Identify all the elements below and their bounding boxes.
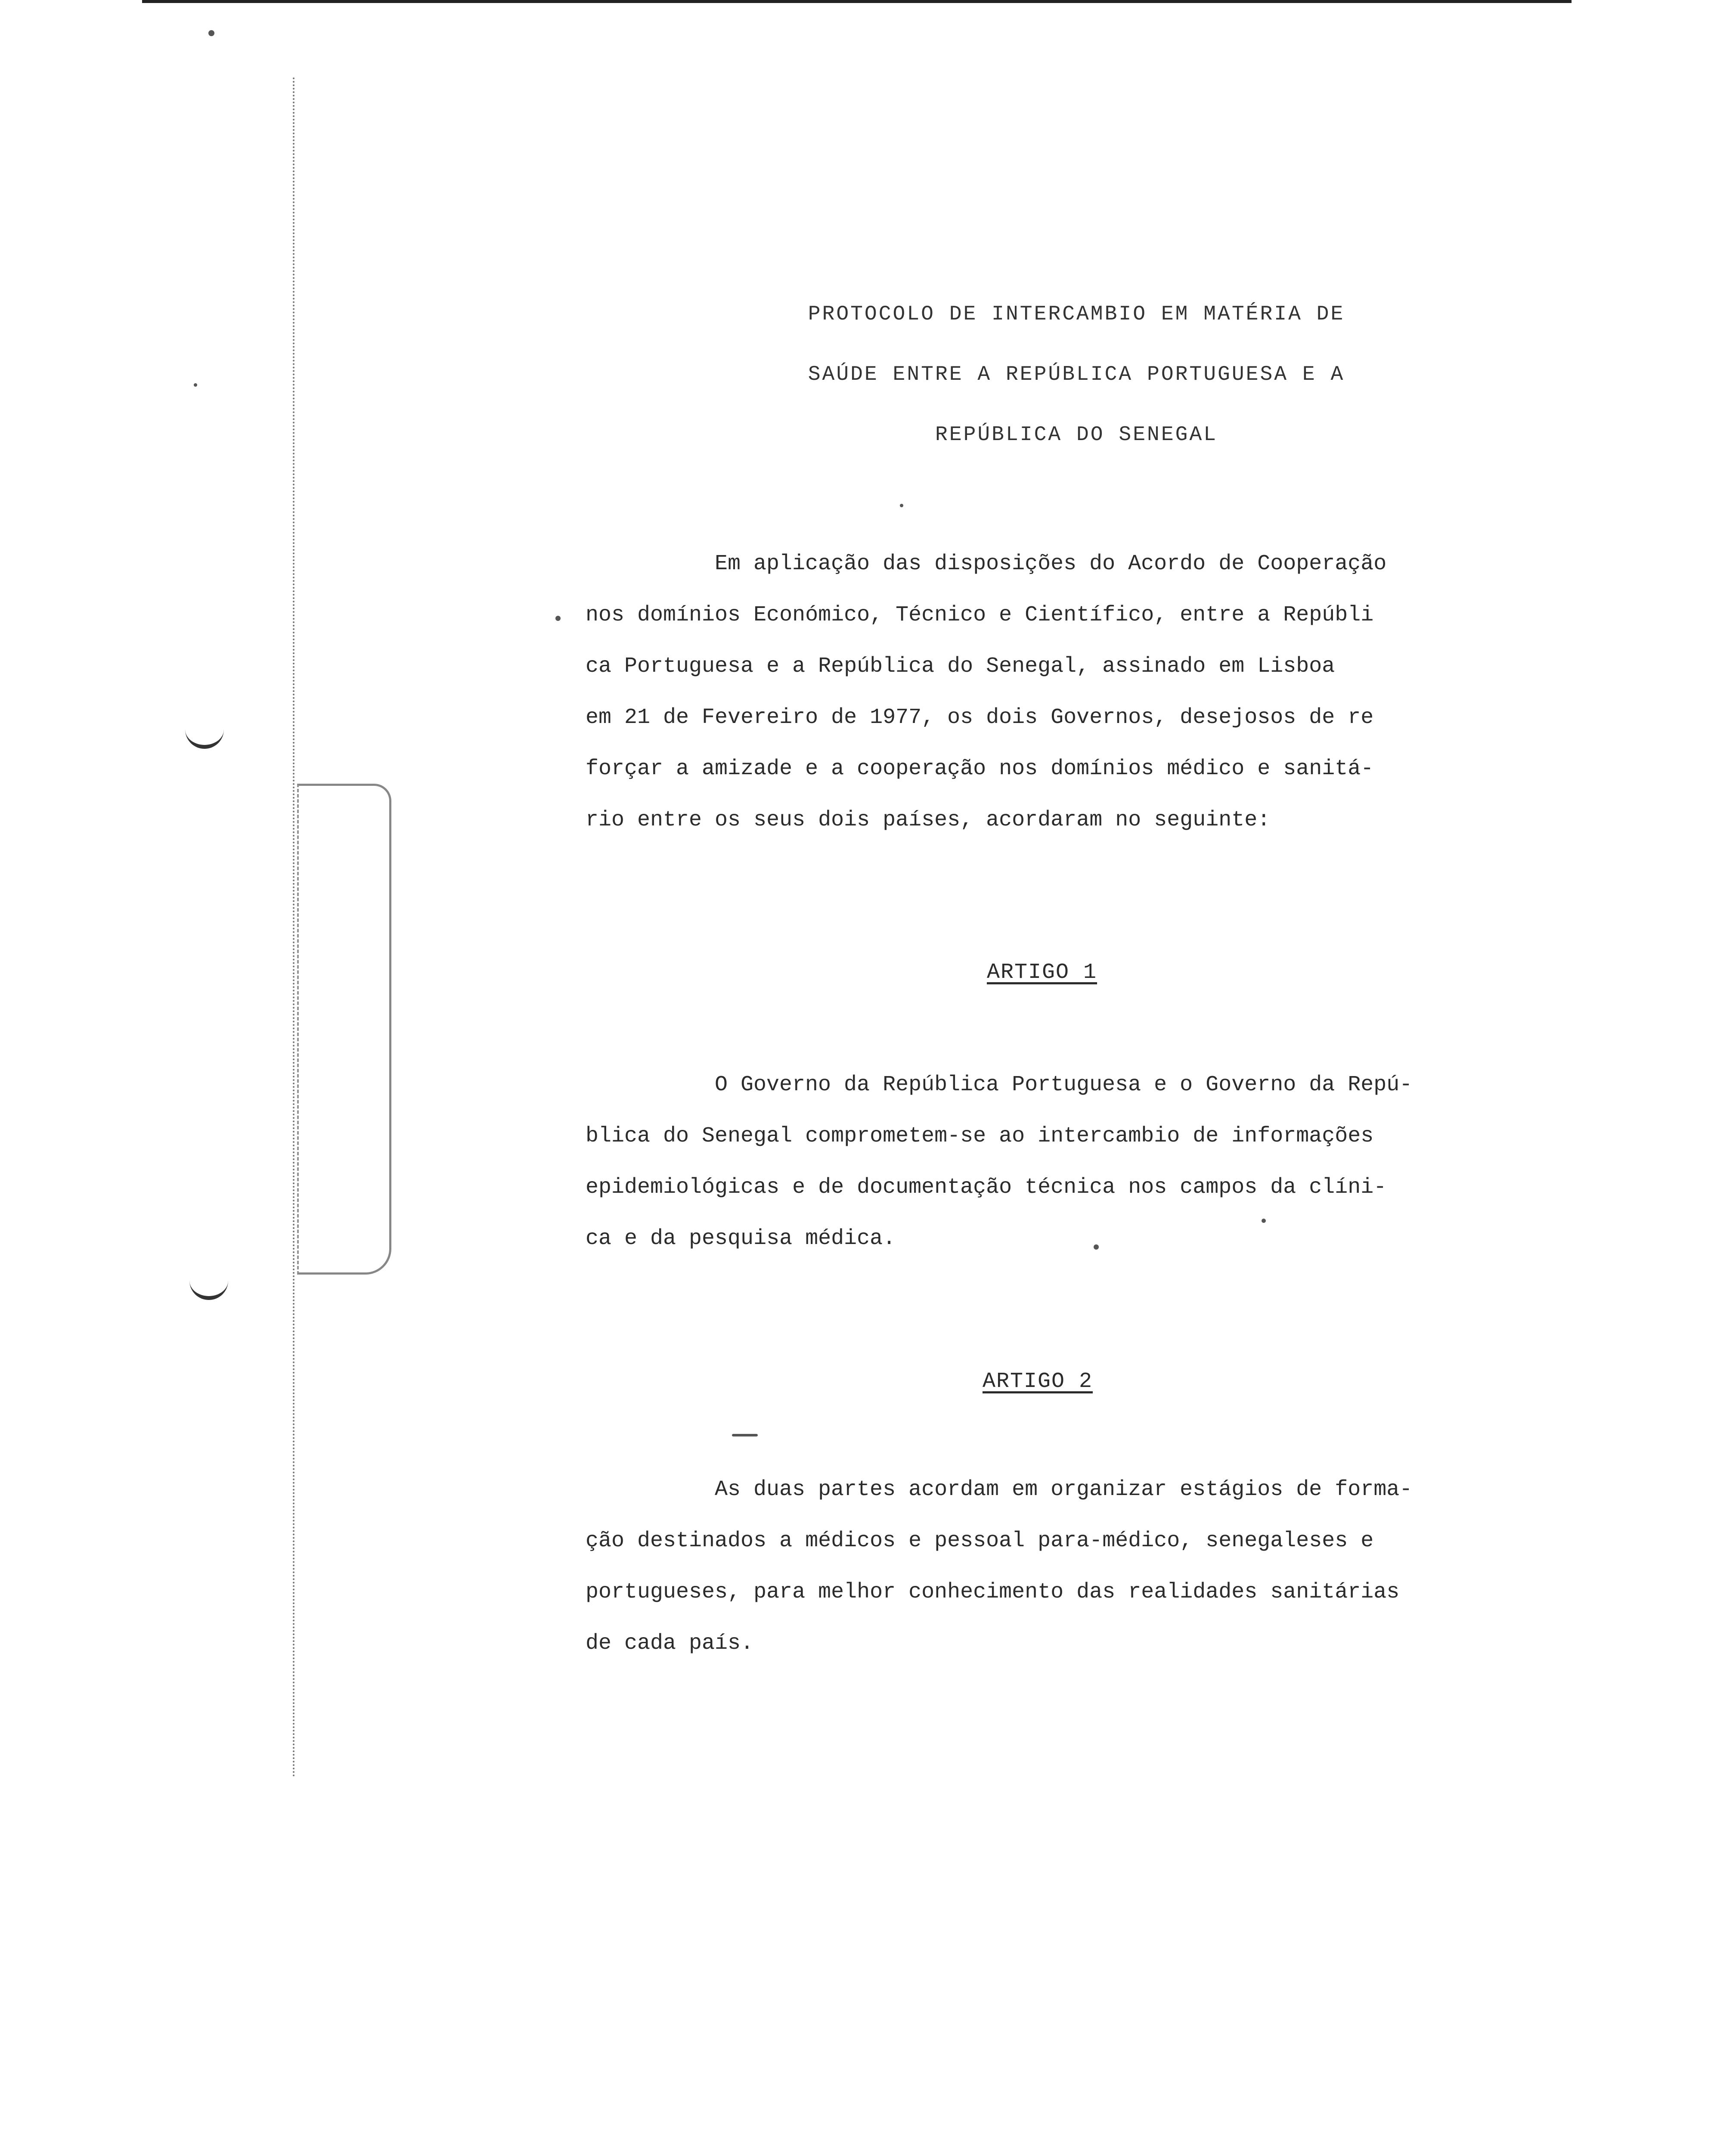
- article-2-heading: ARTIGO 2: [982, 1369, 1093, 1394]
- article-1-line: epidemiológicas e de documentação técnica nos campos da clíni-: [586, 1175, 1387, 1200]
- binder-clip-outline: [297, 784, 391, 1275]
- title-line: REPÚBLICA DO SENEGAL: [935, 423, 1218, 447]
- article-1-line: O Governo da República Portuguesa e o Governo da Repú-: [715, 1073, 1413, 1097]
- preamble-line: nos domínios Económico, Técnico e Científico, entre a Repúbli: [586, 603, 1374, 627]
- article-2-line: As duas partes acordam em organizar estágios de forma-: [715, 1477, 1413, 1502]
- article-1-line: ca e da pesquisa médica.: [586, 1226, 896, 1251]
- article-2-line: de cada país.: [586, 1631, 754, 1656]
- preamble-line: rio entre os seus dois países, acordaram no seguinte:: [586, 808, 1271, 832]
- article-1-paragraph: [586, 1059, 1550, 1264]
- article-2-paragraph: [586, 1464, 1550, 1669]
- punch-hole-mark-lower: [189, 1279, 228, 1300]
- scan-speck: [732, 1434, 758, 1436]
- preamble-line: forçar a amizade e a cooperação nos domínios médico e sanitá-: [586, 757, 1374, 781]
- article-1-heading: ARTIGO 1: [986, 960, 1097, 985]
- preamble-line: em 21 de Fevereiro de 1977, os dois Governos, desejosos de re: [586, 705, 1374, 730]
- scan-speck: [194, 383, 197, 387]
- title-line: SAÚDE ENTRE A REPÚBLICA PORTUGUESA E A: [808, 363, 1345, 386]
- title-line: PROTOCOLO DE INTERCAMBIO EM MATÉRIA DE: [808, 303, 1345, 326]
- article-1-line: blica do Senegal comprometem-se ao intercambio de informações: [586, 1124, 1374, 1148]
- binder-edge: [293, 78, 296, 1778]
- top-border-line: [142, 0, 1572, 3]
- scan-speck: [900, 504, 903, 507]
- preamble-line: Em aplicação das disposições do Acordo de Cooperação: [715, 552, 1387, 576]
- preamble-line: ca Portuguesa e a República do Senegal, assinado em Lisboa: [586, 654, 1335, 679]
- scan-speck: [208, 30, 214, 36]
- punch-hole-mark-upper: [185, 728, 224, 749]
- document-title: [689, 284, 1464, 465]
- article-2-line: portugueses, para melhor conhecimento das realidades sanitárias: [586, 1580, 1400, 1604]
- preamble-paragraph: [586, 538, 1550, 846]
- article-2-line: ção destinados a médicos e pessoal para-médico, senegaleses e: [586, 1529, 1374, 1553]
- scan-speck: [555, 616, 561, 621]
